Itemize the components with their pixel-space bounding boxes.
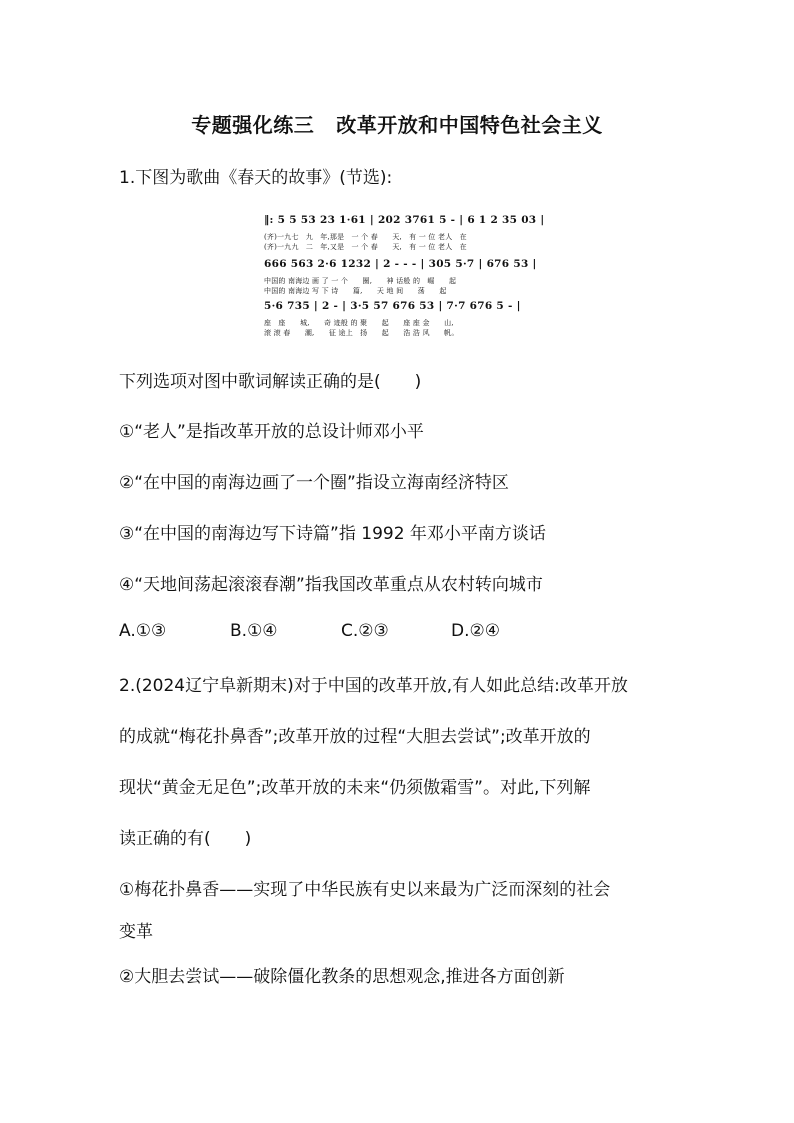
score-notes-row-1: ‖: 5 5 53 23 1·61 | 202 3761 5 - | 6 1 2 35 03 |: [264, 214, 545, 226]
q1-item-3: ③“在中国的南海边写下诗篇”指 1992 年邓小平南方谈话: [119, 524, 546, 544]
q1-options: [119, 621, 500, 641]
score-notes-row-3: 5·6 735 | 2 - | 3·5 57 676 53 | 7·7 676 5 - |: [264, 300, 521, 312]
option-c[interactable]: C.②③: [341, 621, 389, 641]
score-notes-row-2: 666 563 2·6 1232 | 2 - - - | 305 5·7 | 676 53 |: [264, 258, 537, 270]
music-score-image: [264, 208, 545, 340]
score-lyrics-row-2b: 中国的 南海边 写 下 诗 篇, 天 地 间 荡 起: [264, 287, 447, 295]
q2-item-2: ②大胆去尝试——破除僵化教条的思想观念,推进各方面创新: [119, 967, 565, 987]
option-d[interactable]: D.②④: [451, 621, 500, 641]
q1-prompt: 下列选项对图中歌词解读正确的是( ): [119, 372, 422, 392]
q2-stem-line-3: 现状“黄金无足色”;改革开放的未来“仍须傲霜雪”。对此,下列解: [119, 778, 591, 798]
q2-item-1-line-2: 变革: [119, 922, 153, 942]
q2-item-1-line-1: ①梅花扑鼻香——实现了中华民族有史以来最为广泛而深刻的社会: [119, 880, 611, 900]
score-lyrics-row-2a: 中国的 南海边 画 了 一 个 圈, 神 话般 的 崛 起: [264, 277, 457, 285]
score-lyrics-row-3a: 座 座 城, 奇 迹般 的 聚 起 座 座 金 山,: [264, 319, 454, 327]
option-b[interactable]: B.①④: [230, 621, 278, 641]
score-lyrics-row-3b: 滚 滚 春 潮, 征 途上 扬 起 浩 浩 风 帆。: [264, 329, 459, 337]
option-a[interactable]: A.①③: [119, 621, 167, 641]
q2-stem-line-2: 的成就“梅花扑鼻香”;改革开放的过程“大胆去尝试”;改革开放的: [119, 727, 591, 747]
title-right: 改革开放和中国特色社会主义: [336, 113, 603, 137]
q1-item-1: ①“老人”是指改革开放的总设计师邓小平: [119, 422, 424, 442]
score-lyrics-row-1b: (齐)一九九 二 年,又是 一 个 春 天, 有 一 位 老人 在: [264, 243, 467, 251]
q1-item-4: ④“天地间荡起滚滚春潮”指我国改革重点从农村转向城市: [119, 575, 543, 595]
q1-item-2: ②“在中国的南海边画了一个圈”指设立海南经济特区: [119, 473, 509, 493]
title-left: 专题强化练三: [191, 113, 315, 137]
score-lyrics-row-1a: (齐)一九七 九 年,那是 一 个 春 天, 有 一 位 老人 在: [264, 233, 467, 241]
q2-stem-line-4: 读正确的有( ): [119, 829, 252, 849]
q1-stem: 1.下图为歌曲《春天的故事》(节选):: [119, 168, 393, 188]
page-title: [0, 109, 794, 138]
q2-stem-line-1: 2.(2024辽宁阜新期末)对于中国的改革开放,有人如此总结:改革开放: [119, 676, 628, 696]
